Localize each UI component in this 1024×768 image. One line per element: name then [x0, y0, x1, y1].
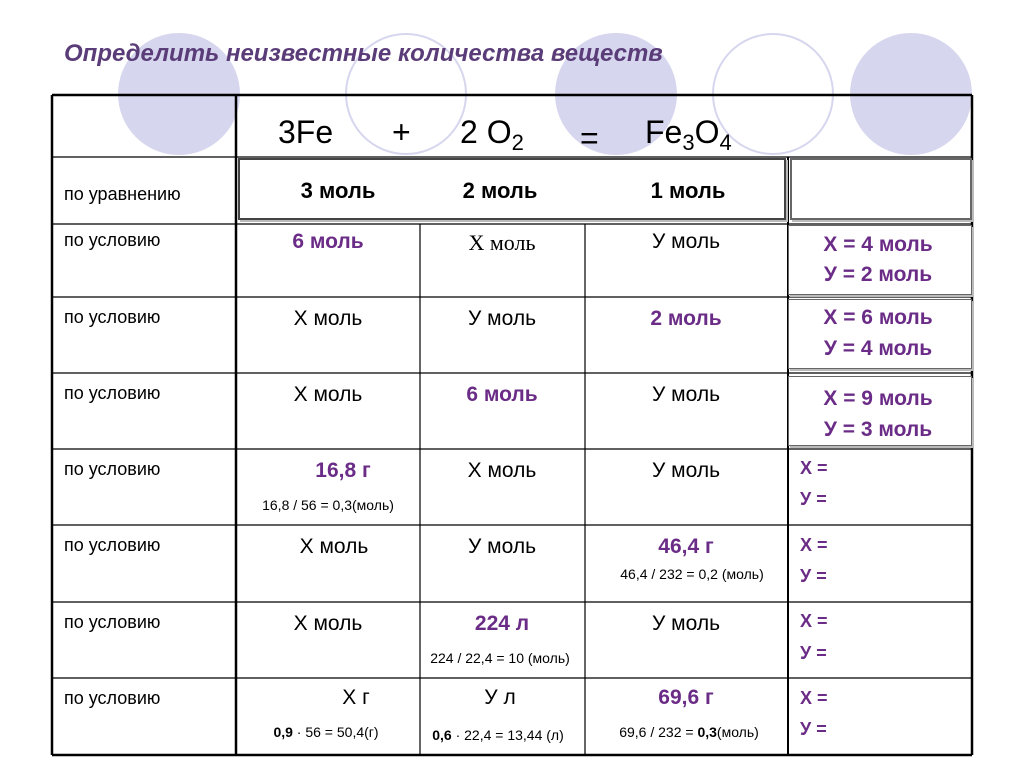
- equation-fe3o4-sub3: 3: [682, 130, 695, 155]
- row6-o2: 224 л: [474, 612, 530, 635]
- equation-moles-fe: 3 моль: [300, 178, 376, 203]
- row7-o2-calc-rest: · 22,4 = 13,44 (л): [451, 727, 564, 743]
- row-label-equation: по уравнению: [64, 184, 181, 204]
- row1-o2: Х моль: [468, 230, 536, 255]
- row4-fe-calculation: 16,8 / 56 = 0,3(моль): [262, 497, 394, 513]
- row5-fe3o4: 46,4 г: [658, 535, 714, 558]
- row2-o2: У моль: [467, 307, 537, 330]
- row6-answer-y: У =: [800, 643, 827, 663]
- equation-fe3o4-o: O: [694, 114, 720, 150]
- row7-fe: Х г: [342, 686, 370, 709]
- row5-o2: У моль: [467, 535, 537, 558]
- equation-fe: 3Fe: [278, 114, 334, 150]
- row7-o2-calculation: [432, 727, 564, 743]
- equation-moles-o2: 2 моль: [462, 178, 538, 203]
- row6-fe: Х моль: [293, 612, 363, 635]
- row7-fe3o4-calc-a: 69,6 / 232 =: [619, 724, 698, 740]
- row5-fe3o4-calculation: 46,4 / 232 = 0,2 (моль): [620, 566, 764, 582]
- row6-answer-x: Х =: [800, 611, 828, 631]
- row7-fe3o4-calc-b: (моль): [716, 724, 759, 740]
- equation-fe3o4: [645, 108, 732, 156]
- row2-fe: Х моль: [293, 307, 363, 330]
- equation-fe3o4-sub4: 4: [719, 130, 732, 155]
- equation-o2-sub: 2: [511, 130, 524, 155]
- row-label-condition-5: по условию: [64, 535, 161, 555]
- equation-plus: +: [392, 114, 411, 150]
- row2-fe3o4: 2 моль: [650, 307, 722, 330]
- row2-answer-x: Х = 6 моль: [823, 306, 933, 329]
- row1-fe3o4: У моль: [651, 230, 721, 253]
- row4-fe3o4: У моль: [651, 459, 721, 482]
- row3-answer-y: У = 3 моль: [823, 418, 933, 441]
- row5-fe: Х моль: [299, 535, 369, 558]
- row7-answer-y: У =: [800, 719, 827, 739]
- row1-fe: 6 моль: [292, 230, 364, 253]
- equation-answer-box: [790, 158, 972, 220]
- row1-answer-x: Х = 4 моль: [823, 233, 933, 256]
- row3-fe: Х моль: [293, 383, 363, 406]
- row4-answer-x: Х =: [800, 458, 828, 478]
- row7-fe3o4: 69,6 г: [658, 686, 714, 709]
- equation-fe3o4-fe: Fe: [645, 114, 683, 150]
- row-label-condition-6: по условию: [64, 612, 161, 632]
- row7-fe-calculation: [273, 724, 378, 740]
- row7-fe-calc-bold: 0,9: [273, 724, 293, 740]
- row7-fe-calc-rest: · 56 = 50,4(г): [292, 724, 379, 740]
- row4-answer-y: У =: [800, 489, 827, 509]
- row5-answer-x: Х =: [800, 535, 828, 555]
- slide-title: Определить неизвестные количества веществ: [64, 40, 663, 67]
- row3-o2: 6 моль: [466, 383, 538, 406]
- row-label-condition-7: по условию: [64, 688, 161, 708]
- row7-o2-calc-bold: 0,6: [432, 727, 452, 743]
- row-label-condition-3: по условию: [64, 383, 161, 403]
- row-label-condition-1: по условию: [64, 230, 161, 250]
- row3-answer-x: Х = 9 моль: [823, 387, 933, 410]
- row6-o2-calculation: 224 / 22,4 = 10 (моль): [430, 650, 570, 666]
- row5-answer-y: У =: [800, 566, 827, 586]
- row-label-condition-2: по условию: [64, 307, 161, 327]
- row7-fe3o4-calc-bold: 0,3: [697, 724, 717, 740]
- row4-fe: 16,8 г: [315, 459, 371, 482]
- equation-moles-fe3o4: 1 моль: [650, 178, 726, 203]
- row3-fe3o4: У моль: [651, 383, 721, 406]
- row7-answer-x: Х =: [800, 688, 828, 708]
- equation-equals: =: [580, 120, 599, 156]
- row7-o2: У л: [484, 686, 516, 709]
- equation-o2: [460, 108, 524, 156]
- equation-o2-text: 2 O: [460, 114, 512, 150]
- row-label-condition-4: по условию: [64, 459, 161, 479]
- row4-o2: Х моль: [467, 459, 537, 482]
- row2-answer-y: У = 4 моль: [823, 337, 933, 360]
- row1-answer-y: У = 2 моль: [823, 263, 933, 286]
- row7-fe3o4-calculation: [619, 724, 759, 740]
- row6-fe3o4: У моль: [651, 612, 721, 635]
